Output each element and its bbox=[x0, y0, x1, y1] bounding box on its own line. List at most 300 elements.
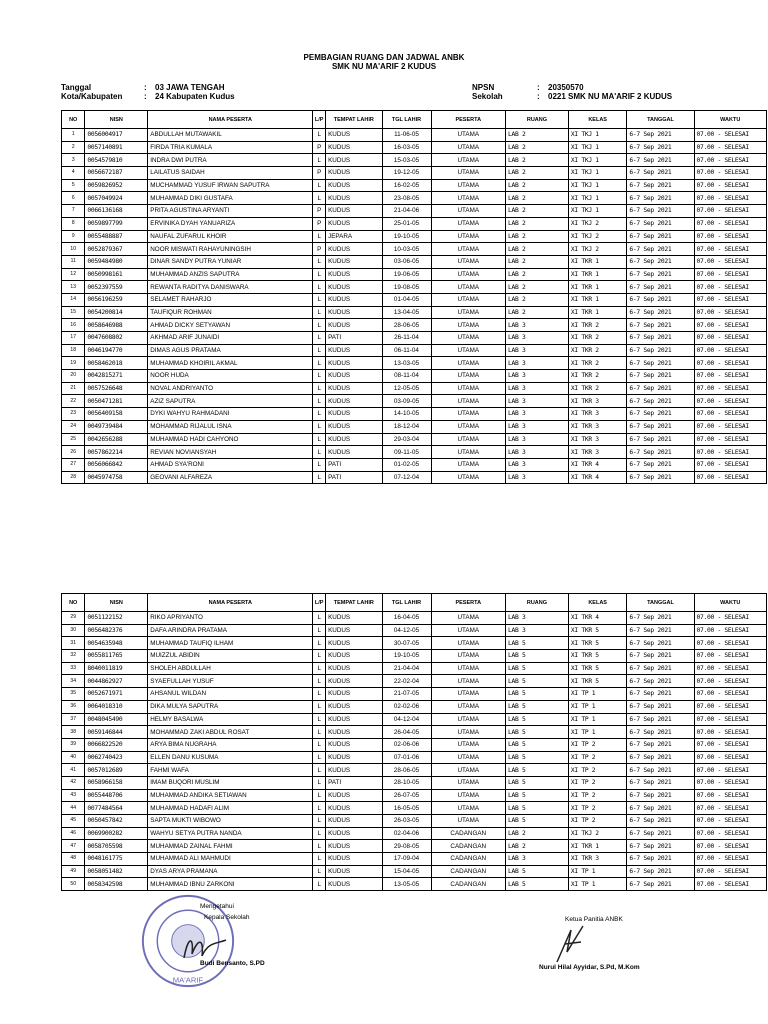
cell-no: 35 bbox=[62, 688, 85, 701]
cell-ruang: LAB 5 bbox=[506, 726, 569, 739]
cell-nama-peserta: MUHAMMAD HADI CAHYONO bbox=[148, 433, 313, 446]
cell-tanggal: 6-7 Sep 2021 bbox=[627, 217, 694, 230]
cell-waktu: 07.00 - SELESAI bbox=[694, 776, 767, 789]
cell-peserta: UTAMA bbox=[431, 776, 506, 789]
cell-tgl-lahir: 21-07-05 bbox=[382, 688, 431, 701]
cell-tgl-lahir: 16-03-05 bbox=[382, 141, 431, 154]
cell-tempat-lahir: KUDUS bbox=[326, 281, 382, 294]
cell-waktu: 07.00 - SELESAI bbox=[694, 675, 767, 688]
cell-peserta: UTAMA bbox=[431, 141, 506, 154]
cell-no: 12 bbox=[62, 268, 85, 281]
cell-kelas: XI TKR 1 bbox=[568, 255, 627, 268]
cell-nama-peserta: FAHMI WAFA bbox=[148, 764, 313, 777]
cell-tanggal: 6-7 Sep 2021 bbox=[627, 458, 694, 471]
cell-nisn: 0054635948 bbox=[85, 637, 148, 650]
cell-no: 16 bbox=[62, 319, 85, 332]
cell-tanggal: 6-7 Sep 2021 bbox=[627, 650, 694, 663]
cell-peserta: UTAMA bbox=[431, 662, 506, 675]
cell-no: 15 bbox=[62, 306, 85, 319]
cell-waktu: 07.00 - SELESAI bbox=[694, 840, 767, 853]
cell-peserta: UTAMA bbox=[431, 154, 506, 167]
cell-tempat-lahir: KUDUS bbox=[326, 370, 382, 383]
cell-lp: L bbox=[313, 789, 326, 802]
cell-nama-peserta: ELLEN DANU KUSUMA bbox=[148, 751, 313, 764]
committee-title: Ketua Panitia ANBK bbox=[565, 916, 623, 923]
cell-waktu: 07.00 - SELESAI bbox=[694, 129, 767, 142]
cell-nama-peserta: AZIZ SAPUTRA bbox=[148, 395, 313, 408]
cell-tempat-lahir: PATI bbox=[326, 332, 382, 345]
cell-tgl-lahir: 19-12-05 bbox=[382, 167, 431, 180]
cell-tgl-lahir: 16-05-05 bbox=[382, 802, 431, 815]
cell-peserta: UTAMA bbox=[431, 332, 506, 345]
cell-kelas: XI TKR 2 bbox=[568, 357, 627, 370]
cell-nisn: 0057140891 bbox=[85, 141, 148, 154]
cell-tempat-lahir: PATI bbox=[326, 458, 382, 471]
table-row bbox=[62, 243, 767, 256]
cell-tanggal: 6-7 Sep 2021 bbox=[627, 370, 694, 383]
cell-ruang: LAB 3 bbox=[506, 344, 569, 357]
cell-nama-peserta: MUHAMMAD ANZIS SAPUTRA bbox=[148, 268, 313, 281]
cell-waktu: 07.00 - SELESAI bbox=[694, 433, 767, 446]
cell-waktu: 07.00 - SELESAI bbox=[694, 662, 767, 675]
cell-tgl-lahir: 18-12-04 bbox=[382, 420, 431, 433]
cell-no: 41 bbox=[62, 764, 85, 777]
cell-ruang: LAB 3 bbox=[506, 408, 569, 421]
cell-kelas: XI TKR 2 bbox=[568, 332, 627, 345]
cell-ruang: LAB 2 bbox=[506, 243, 569, 256]
cell-no: 44 bbox=[62, 802, 85, 815]
cell-peserta: UTAMA bbox=[431, 650, 506, 663]
cell-tempat-lahir: KUDUS bbox=[326, 167, 382, 180]
cell-waktu: 07.00 - SELESAI bbox=[694, 751, 767, 764]
cell-lp: L bbox=[313, 624, 326, 637]
cell-no: 49 bbox=[62, 865, 85, 878]
cell-lp: L bbox=[313, 700, 326, 713]
cell-nisn: 0058705598 bbox=[85, 840, 148, 853]
principal-title: Kepala Sekolah bbox=[204, 914, 250, 921]
cell-nama-peserta: WAHYU SETYA PUTRA NANDA bbox=[148, 827, 313, 840]
cell-waktu: 07.00 - SELESAI bbox=[694, 688, 767, 701]
cell-waktu: 07.00 - SELESAI bbox=[694, 878, 767, 891]
cell-lp: L bbox=[313, 878, 326, 891]
table-row bbox=[62, 776, 767, 789]
cell-waktu: 07.00 - SELESAI bbox=[694, 612, 767, 625]
cell-no: 18 bbox=[62, 344, 85, 357]
cell-ruang: LAB 2 bbox=[506, 255, 569, 268]
cell-no: 33 bbox=[62, 662, 85, 675]
cell-nisn: 0056482376 bbox=[85, 624, 148, 637]
cell-tgl-lahir: 28-06-05 bbox=[382, 764, 431, 777]
cell-waktu: 07.00 - SELESAI bbox=[694, 700, 767, 713]
cell-peserta: UTAMA bbox=[431, 624, 506, 637]
cell-nisn: 0050471281 bbox=[85, 395, 148, 408]
cell-ruang: LAB 5 bbox=[506, 650, 569, 663]
table-row bbox=[62, 865, 767, 878]
cell-tempat-lahir: KUDUS bbox=[326, 726, 382, 739]
cell-no: 11 bbox=[62, 255, 85, 268]
cell-nama-peserta: MUHAMMAD KHOIRIL AKMAL bbox=[148, 357, 313, 370]
cell-peserta: UTAMA bbox=[431, 255, 506, 268]
cell-peserta: UTAMA bbox=[431, 205, 506, 218]
cell-tanggal: 6-7 Sep 2021 bbox=[627, 840, 694, 853]
cell-no: 45 bbox=[62, 815, 85, 828]
cell-tempat-lahir: KUDUS bbox=[326, 624, 382, 637]
cell-tempat-lahir: KUDUS bbox=[326, 179, 382, 192]
cell-no: 48 bbox=[62, 853, 85, 866]
cell-nama-peserta: SYAEFULLAH YUSUF bbox=[148, 675, 313, 688]
committee-signature bbox=[553, 922, 593, 967]
cell-waktu: 07.00 - SELESAI bbox=[694, 395, 767, 408]
table-row bbox=[62, 420, 767, 433]
cell-kelas: XI TKJ 1 bbox=[568, 154, 627, 167]
cell-no: 19 bbox=[62, 357, 85, 370]
kota-value: 24 Kabupaten Kudus bbox=[155, 92, 235, 101]
cell-kelas: XI TKJ 1 bbox=[568, 167, 627, 180]
cell-nisn: 0042815271 bbox=[85, 370, 148, 383]
cell-ruang: LAB 2 bbox=[506, 268, 569, 281]
cell-lp: L bbox=[313, 738, 326, 751]
cell-nisn: 0057862214 bbox=[85, 446, 148, 459]
cell-waktu: 07.00 - SELESAI bbox=[694, 243, 767, 256]
cell-nisn: 0058342598 bbox=[85, 878, 148, 891]
cell-no: 14 bbox=[62, 293, 85, 306]
cell-tanggal: 6-7 Sep 2021 bbox=[627, 205, 694, 218]
cell-kelas: XI TKR 2 bbox=[568, 344, 627, 357]
cell-ruang: LAB 3 bbox=[506, 370, 569, 383]
cell-peserta: UTAMA bbox=[431, 408, 506, 421]
cell-peserta: UTAMA bbox=[431, 751, 506, 764]
cell-ruang: LAB 2 bbox=[506, 306, 569, 319]
cell-ruang: LAB 5 bbox=[506, 662, 569, 675]
cell-nama-peserta: DYKI WAHYU RAHMADANI bbox=[148, 408, 313, 421]
cell-no: 36 bbox=[62, 700, 85, 713]
cell-nama-peserta: REWANTA RADITYA DANISWARA bbox=[148, 281, 313, 294]
cell-tgl-lahir: 21-04-06 bbox=[382, 205, 431, 218]
cell-peserta: UTAMA bbox=[431, 230, 506, 243]
cell-no: 22 bbox=[62, 395, 85, 408]
document-title: PEMBAGIAN RUANG DAN JADWAL ANBK bbox=[303, 53, 465, 62]
table-row bbox=[62, 319, 767, 332]
cell-tempat-lahir: KUDUS bbox=[326, 382, 382, 395]
cell-nisn: 0056196259 bbox=[85, 293, 148, 306]
cell-nama-peserta: GEOVANI ALFAREZA bbox=[148, 471, 313, 484]
cell-nisn: 0059897799 bbox=[85, 217, 148, 230]
cell-lp: L bbox=[313, 255, 326, 268]
cell-peserta: CADANGAN bbox=[431, 840, 506, 853]
cell-peserta: CADANGAN bbox=[431, 865, 506, 878]
header-lp: L/P bbox=[313, 594, 326, 612]
cell-tanggal: 6-7 Sep 2021 bbox=[627, 281, 694, 294]
cell-kelas: XI TKR 1 bbox=[568, 281, 627, 294]
cell-lp: L bbox=[313, 319, 326, 332]
cell-nisn: 0059826952 bbox=[85, 179, 148, 192]
cell-kelas: XI TP 1 bbox=[568, 700, 627, 713]
cell-tempat-lahir: KUDUS bbox=[326, 738, 382, 751]
cell-ruang: LAB 3 bbox=[506, 382, 569, 395]
cell-tempat-lahir: KUDUS bbox=[326, 713, 382, 726]
cell-waktu: 07.00 - SELESAI bbox=[694, 382, 767, 395]
cell-nisn: 0050998161 bbox=[85, 268, 148, 281]
cell-nama-peserta: NOOR HUDA bbox=[148, 370, 313, 383]
cell-nisn: 8040011819 bbox=[85, 662, 148, 675]
cell-tanggal: 6-7 Sep 2021 bbox=[627, 738, 694, 751]
cell-nisn: 0051122152 bbox=[85, 612, 148, 625]
cell-nama-peserta: NAUFAL ZUFARUL KHOIR bbox=[148, 230, 313, 243]
cell-tgl-lahir: 28-06-05 bbox=[382, 319, 431, 332]
cell-tempat-lahir: KUDUS bbox=[326, 408, 382, 421]
cell-tempat-lahir: PATI bbox=[326, 471, 382, 484]
cell-no: 1 bbox=[62, 129, 85, 142]
cell-nama-peserta: IMAM BUQORI MUSLIM bbox=[148, 776, 313, 789]
cell-tgl-lahir: 12-05-05 bbox=[382, 382, 431, 395]
cell-peserta: UTAMA bbox=[431, 675, 506, 688]
cell-tgl-lahir: 29-03-04 bbox=[382, 433, 431, 446]
cell-peserta: UTAMA bbox=[431, 344, 506, 357]
cell-tempat-lahir: KUDUS bbox=[326, 433, 382, 446]
cell-tempat-lahir: PATI bbox=[326, 776, 382, 789]
cell-no: 38 bbox=[62, 726, 85, 739]
table-row bbox=[62, 433, 767, 446]
cell-kelas: XI TKR 5 bbox=[568, 624, 627, 637]
cell-lp: P bbox=[313, 217, 326, 230]
cell-tempat-lahir: KUDUS bbox=[326, 154, 382, 167]
cell-tgl-lahir: 14-10-05 bbox=[382, 408, 431, 421]
cell-kelas: XI TKR 5 bbox=[568, 675, 627, 688]
cell-waktu: 07.00 - SELESAI bbox=[694, 306, 767, 319]
cell-tanggal: 6-7 Sep 2021 bbox=[627, 802, 694, 815]
cell-lp: L bbox=[313, 458, 326, 471]
cell-waktu: 07.00 - SELESAI bbox=[694, 726, 767, 739]
cell-lp: L bbox=[313, 281, 326, 294]
cell-nama-peserta: DIMAS AGUS PRATAMA bbox=[148, 344, 313, 357]
cell-tgl-lahir: 19-06-05 bbox=[382, 268, 431, 281]
cell-nisn: 0055811765 bbox=[85, 650, 148, 663]
cell-kelas: XI TP 1 bbox=[568, 726, 627, 739]
cell-lp: P bbox=[313, 205, 326, 218]
cell-no: 21 bbox=[62, 382, 85, 395]
header-tgl-lahir: TGL LAHIR bbox=[382, 111, 431, 129]
cell-nisn: 0062740423 bbox=[85, 751, 148, 764]
table-row bbox=[62, 382, 767, 395]
table-row bbox=[62, 789, 767, 802]
schedule-table-1 bbox=[61, 110, 767, 484]
cell-ruang: LAB 5 bbox=[506, 789, 569, 802]
cell-kelas: XI TKR 1 bbox=[568, 840, 627, 853]
cell-peserta: UTAMA bbox=[431, 688, 506, 701]
cell-nisn: 0069900282 bbox=[85, 827, 148, 840]
cell-tanggal: 6-7 Sep 2021 bbox=[627, 179, 694, 192]
cell-nama-peserta: MOHAMMAD ZAKI ABDUL ROSAT bbox=[148, 726, 313, 739]
cell-no: 29 bbox=[62, 612, 85, 625]
cell-no: 50 bbox=[62, 878, 85, 891]
cell-peserta: UTAMA bbox=[431, 802, 506, 815]
cell-tanggal: 6-7 Sep 2021 bbox=[627, 382, 694, 395]
cell-tanggal: 6-7 Sep 2021 bbox=[627, 776, 694, 789]
cell-no: 32 bbox=[62, 650, 85, 663]
cell-nama-peserta: DAFA ARINDRA PRATAMA bbox=[148, 624, 313, 637]
cell-peserta: CADANGAN bbox=[431, 827, 506, 840]
header-tempat-lahir: TEMPAT LAHIR bbox=[326, 594, 382, 612]
cell-tanggal: 6-7 Sep 2021 bbox=[627, 255, 694, 268]
cell-tempat-lahir: KUDUS bbox=[326, 129, 382, 142]
cell-no: 5 bbox=[62, 179, 85, 192]
cell-ruang: LAB 5 bbox=[506, 675, 569, 688]
cell-tanggal: 6-7 Sep 2021 bbox=[627, 167, 694, 180]
cell-nama-peserta: AHSANUL WILDAN bbox=[148, 688, 313, 701]
cell-tanggal: 6-7 Sep 2021 bbox=[627, 306, 694, 319]
cell-no: 6 bbox=[62, 192, 85, 205]
cell-no: 30 bbox=[62, 624, 85, 637]
cell-tempat-lahir: KUDUS bbox=[326, 205, 382, 218]
cell-tanggal: 6-7 Sep 2021 bbox=[627, 624, 694, 637]
cell-tempat-lahir: JEPARA bbox=[326, 230, 382, 243]
cell-lp: L bbox=[313, 395, 326, 408]
cell-waktu: 07.00 - SELESAI bbox=[694, 815, 767, 828]
table-body bbox=[62, 129, 767, 484]
cell-tanggal: 6-7 Sep 2021 bbox=[627, 433, 694, 446]
cell-waktu: 07.00 - SELESAI bbox=[694, 205, 767, 218]
cell-kelas: XI TKR 5 bbox=[568, 637, 627, 650]
cell-lp: L bbox=[313, 446, 326, 459]
cell-peserta: UTAMA bbox=[431, 637, 506, 650]
cell-nama-peserta: AHMAD DICKY SETYAWAN bbox=[148, 319, 313, 332]
colon: : bbox=[144, 92, 147, 101]
cell-no: 28 bbox=[62, 471, 85, 484]
cell-lp: L bbox=[313, 688, 326, 701]
table-header-row bbox=[62, 111, 767, 129]
cell-peserta: UTAMA bbox=[431, 713, 506, 726]
cell-ruang: LAB 3 bbox=[506, 420, 569, 433]
cell-waktu: 07.00 - SELESAI bbox=[694, 179, 767, 192]
cell-peserta: UTAMA bbox=[431, 420, 506, 433]
cell-tanggal: 6-7 Sep 2021 bbox=[627, 357, 694, 370]
cell-waktu: 07.00 - SELESAI bbox=[694, 789, 767, 802]
cell-tgl-lahir: 07-12-04 bbox=[382, 471, 431, 484]
cell-peserta: UTAMA bbox=[431, 382, 506, 395]
cell-ruang: LAB 3 bbox=[506, 319, 569, 332]
cell-nama-peserta: MUHAMMAD TAUFIQ ILHAM bbox=[148, 637, 313, 650]
cell-nama-peserta: DYAS ARYA PRAMANA bbox=[148, 865, 313, 878]
cell-lp: P bbox=[313, 141, 326, 154]
cell-lp: L bbox=[313, 662, 326, 675]
tanggal-value: 03 JAWA TENGAH bbox=[155, 83, 225, 92]
cell-no: 46 bbox=[62, 827, 85, 840]
cell-lp: L bbox=[313, 306, 326, 319]
cell-kelas: XI TKR 1 bbox=[568, 268, 627, 281]
cell-nisn: 0064018310 bbox=[85, 700, 148, 713]
cell-tempat-lahir: KUDUS bbox=[326, 662, 382, 675]
cell-peserta: UTAMA bbox=[431, 319, 506, 332]
cell-tgl-lahir: 19-10-05 bbox=[382, 230, 431, 243]
cell-tempat-lahir: KUDUS bbox=[326, 420, 382, 433]
cell-nama-peserta: MUHAMMAD ANDIKA SETIAWAN bbox=[148, 789, 313, 802]
cell-tgl-lahir: 09-11-05 bbox=[382, 446, 431, 459]
cell-nisn: 0056066842 bbox=[85, 458, 148, 471]
cell-nisn: 0052671971 bbox=[85, 688, 148, 701]
cell-peserta: UTAMA bbox=[431, 395, 506, 408]
cell-peserta: UTAMA bbox=[431, 357, 506, 370]
cell-tanggal: 6-7 Sep 2021 bbox=[627, 420, 694, 433]
table-row bbox=[62, 281, 767, 294]
cell-lp: L bbox=[313, 408, 326, 421]
cell-tgl-lahir: 02-04-06 bbox=[382, 827, 431, 840]
cell-peserta: UTAMA bbox=[431, 764, 506, 777]
table-row bbox=[62, 408, 767, 421]
cell-no: 43 bbox=[62, 789, 85, 802]
table-row bbox=[62, 357, 767, 370]
cell-nisn: 0054200814 bbox=[85, 306, 148, 319]
cell-tgl-lahir: 04-12-04 bbox=[382, 713, 431, 726]
table-row bbox=[62, 332, 767, 345]
cell-nisn: 0047608802 bbox=[85, 332, 148, 345]
cell-peserta: UTAMA bbox=[431, 167, 506, 180]
cell-kelas: XI TKR 1 bbox=[568, 293, 627, 306]
colon: : bbox=[537, 92, 540, 101]
cell-peserta: UTAMA bbox=[431, 700, 506, 713]
cell-lp: L bbox=[313, 853, 326, 866]
cell-waktu: 07.00 - SELESAI bbox=[694, 650, 767, 663]
cell-nisn: 0046194770 bbox=[85, 344, 148, 357]
cell-tempat-lahir: KUDUS bbox=[326, 827, 382, 840]
cell-lp: L bbox=[313, 726, 326, 739]
cell-tgl-lahir: 13-04-05 bbox=[382, 306, 431, 319]
cell-nama-peserta: NOVAL ANDRIYANTO bbox=[148, 382, 313, 395]
cell-tgl-lahir: 26-11-04 bbox=[382, 332, 431, 345]
cell-no: 47 bbox=[62, 840, 85, 853]
cell-waktu: 07.00 - SELESAI bbox=[694, 420, 767, 433]
cell-nisn: 0056672187 bbox=[85, 167, 148, 180]
cell-kelas: XI TKR 3 bbox=[568, 408, 627, 421]
cell-no: 34 bbox=[62, 675, 85, 688]
cell-kelas: XI TKR 4 bbox=[568, 471, 627, 484]
cell-nisn: 0055488887 bbox=[85, 230, 148, 243]
cell-waktu: 07.00 - SELESAI bbox=[694, 281, 767, 294]
cell-tempat-lahir: KUDUS bbox=[326, 293, 382, 306]
cell-lp: L bbox=[313, 751, 326, 764]
cell-waktu: 07.00 - SELESAI bbox=[694, 471, 767, 484]
cell-tempat-lahir: KUDUS bbox=[326, 141, 382, 154]
tanggal-label: Tanggal bbox=[61, 83, 92, 92]
cell-peserta: UTAMA bbox=[431, 370, 506, 383]
cell-ruang: LAB 2 bbox=[506, 167, 569, 180]
table-row bbox=[62, 827, 767, 840]
table-row bbox=[62, 688, 767, 701]
cell-nama-peserta: LAILATUS SAIDAH bbox=[148, 167, 313, 180]
cell-ruang: LAB 3 bbox=[506, 471, 569, 484]
cell-ruang: LAB 2 bbox=[506, 192, 569, 205]
cell-no: 2 bbox=[62, 141, 85, 154]
cell-nisn: 0052397559 bbox=[85, 281, 148, 294]
cell-tempat-lahir: KUDUS bbox=[326, 853, 382, 866]
cell-ruang: LAB 5 bbox=[506, 776, 569, 789]
cell-nisn: 0057526648 bbox=[85, 382, 148, 395]
cell-tgl-lahir: 16-02-05 bbox=[382, 179, 431, 192]
cell-no: 31 bbox=[62, 637, 85, 650]
cell-no: 13 bbox=[62, 281, 85, 294]
cell-kelas: XI TKR 3 bbox=[568, 433, 627, 446]
cell-tgl-lahir: 19-10-05 bbox=[382, 650, 431, 663]
cell-nisn: 0057012689 bbox=[85, 764, 148, 777]
cell-no: 26 bbox=[62, 446, 85, 459]
cell-tanggal: 6-7 Sep 2021 bbox=[627, 408, 694, 421]
header-no: NO bbox=[62, 594, 85, 612]
cell-tanggal: 6-7 Sep 2021 bbox=[627, 764, 694, 777]
cell-tgl-lahir: 02-06-06 bbox=[382, 738, 431, 751]
cell-nisn: 0048161775 bbox=[85, 853, 148, 866]
cell-lp: L bbox=[313, 382, 326, 395]
cell-tempat-lahir: KUDUS bbox=[326, 217, 382, 230]
cell-waktu: 07.00 - SELESAI bbox=[694, 344, 767, 357]
